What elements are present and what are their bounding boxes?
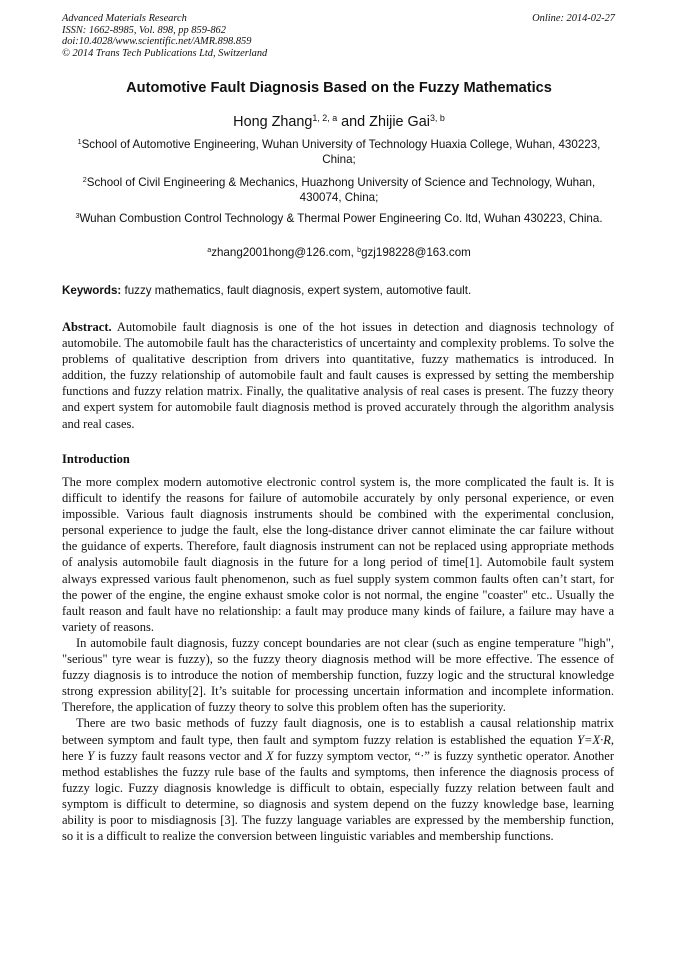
journal-doi: doi:10.4028/www.scientific.net/AMR.898.859 [62,36,252,48]
affiliation [62,211,616,226]
paragraph-text: , here [62,732,614,763]
variable: X [265,748,274,763]
authors-connector: and [337,114,370,130]
affiliation-text: School of Automotive Engineering, Wuhan University of Technology Huaxia College, Wuhan, 430223, China; [81,138,601,166]
author-affiliation-marker: 1, 2, a [312,113,338,124]
variable: Y [87,748,95,763]
affiliation [62,175,616,205]
paragraph: In automobile fault diagnosis, fuzzy concept boundaries are not clear (such as engine temperature "high", "serious" tyre wear is fuzzy), so the fuzzy theory diagnosis method will be more effective. The essence of fuzzy diagnosis is to introduce the notion of membership function, fuzzy logic and the structural knowledge strong expression ability[2]. It’s suitable for processing uncertain information and incomplete information. Therefore, the application of fuzzy theory to solve this problem often has the superiority. [62,635,614,715]
online-date: Online: 2014-02-27 [532,13,615,24]
paragraph-text: for fuzzy symptom vector, “·” is fuzzy synthetic operator. Another method establishes the fuzzy rule base of the faults and symptoms, then inference the diagnosis process of fuzzy logic. Fuzzy diagnosis knowledge is difficult to obtain, especially fuzzy relation between fault and symptom is difficult to determine, so diagnosis and system depend on the fuzzy knowledge base, learning ability is poor to misdiagnosis [3]. The fuzzy language variables are expressed by the membership function, so it is a difficult to realize the conversion between linguistic variables and membership functions. [62,748,614,844]
affiliation-text: Wuhan Combustion Control Technology & Thermal Power Engineering Co. ltd, Wuhan 430223, China. [79,212,603,225]
affiliation-number: 3 [75,211,80,221]
author-name: Hong Zhang [233,114,313,130]
email-link[interactable]: gzj198228@163.com [361,246,471,259]
email-marker: b [357,245,362,255]
affiliation-number: 2 [82,175,87,185]
paragraph [62,715,614,844]
paragraph-text: is fuzzy fault reasons vector and [94,748,266,763]
author-affiliation-marker: 3, b [429,113,445,124]
paper-title: Automotive Fault Diagnosis Based on the Fuzzy Mathematics [126,80,552,96]
abstract [62,319,614,432]
authors-line [62,113,616,131]
journal-issn: ISSN: 1662-8985, Vol. 898, pp 859-862 [62,24,226,36]
paragraph: The more complex modern automotive electronic control system is, the more complicated the fault is. It is difficult to identify the reasons for failure of automobile accurately by only personal experience, or even impossible. Various fault diagnosis instruments should be combined with the experimental conclusion, personal experience to judge the fault, else the long-distance driver cannot eliminate the car failure without the guidance of experts. Therefore, fault diagnosis instrument can not be replaced using appropriate methods of analysis automobile fault diagnosis in the future for a long period of time[1]. Automobile fault system always expressed various fault phenomenon, such as fuel supply system common faults often can’t start, for the power of the engine, the engine exhaust smoke color is not normal, the engine "coaster" etc.. Usually the fault reason and fault have no relationship: a fault may produce many kinds of failure, a failure may have a variety of reasons. [62,475,614,634]
equation: Y=X·R [577,732,611,747]
email-link[interactable]: zhang2001hong@126.com [211,246,351,259]
section-heading: Introduction [62,452,130,466]
keywords-text: fuzzy mathematics, fault diagnosis, expert system, automotive fault. [121,284,472,297]
affiliation-text: School of Civil Engineering & Mechanics, Huazhong University of Science and Technology, Wuhan, 430074, China; [86,176,596,204]
affiliation [62,137,616,167]
keywords-label: Keywords: [62,284,122,297]
author-name: Zhijie Gai [369,114,430,130]
affiliation-number: 1 [77,137,82,147]
abstract-text: Automobile fault diagnosis is one of the hot issues in detection and diagnosis technology of automobile. The automobile fault has the characteristics of uncertainty and complexity problems. To solve the problems of qualitative description from drivers into quantitative, fuzzy mathematics is introduced. In addition, the fuzzy relationship of automobile fault and fault causes is expressed by setting the membership functions and fuzzy relation matrix. Finally, the qualitative analysis of real cases is present. The fuzzy theory and expert system for automobile fault diagnosis method is proved accurately through the algorithm analysis and real cases. [62,320,614,431]
journal-header [62,13,267,59]
abstract-label: Abstract. [62,320,112,334]
introduction-body [62,474,614,844]
journal-copyright: © 2014 Trans Tech Publications Ltd, Switzerland [62,47,268,59]
email-marker: a [207,245,212,255]
author-emails [62,245,616,260]
email-separator: , [350,246,358,259]
paragraph-text: There are two basic methods of fuzzy fault diagnosis, one is to establish a causal relationship matrix between symptom and fault type, then fault and symptom fuzzy relation is established the equation [62,716,614,747]
keywords [62,283,616,298]
journal-name: Advanced Materials Research [62,13,187,24]
